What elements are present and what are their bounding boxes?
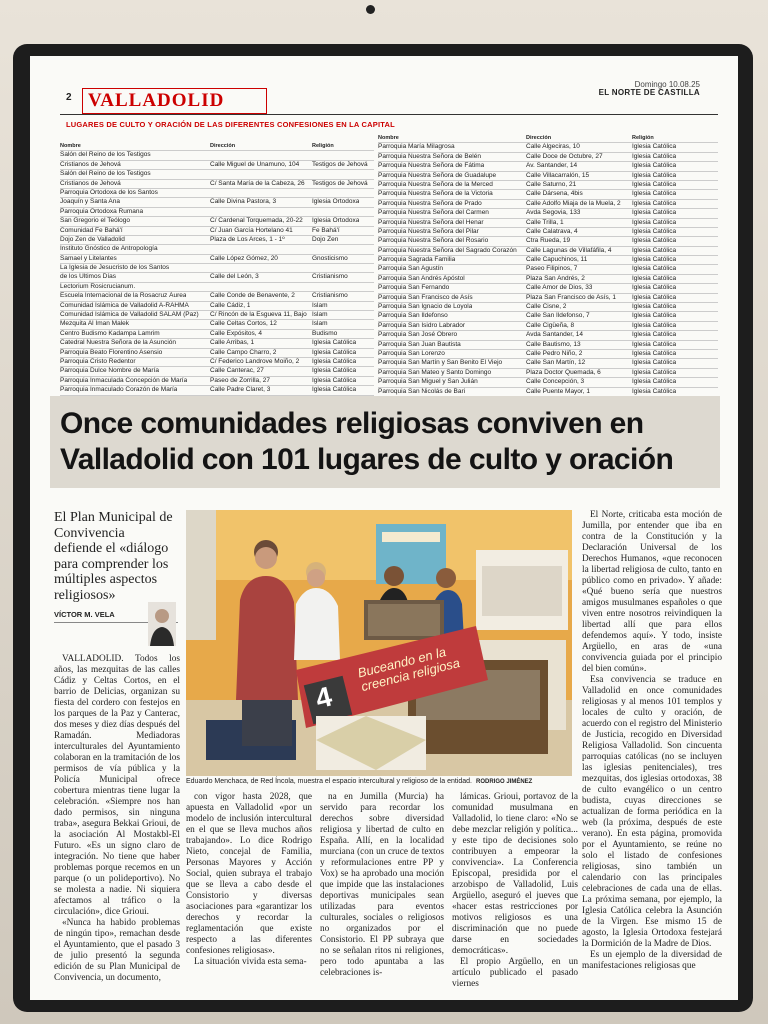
table-cell: Parroquia Beato Florentino Asensio [60,348,163,356]
article-column-4 [452,792,578,997]
table-cell: La Iglesia de Jesucristo de los Santos [60,264,170,272]
table-cell: Cristianos de Jehová [60,179,121,187]
table-cell: Calle Saturno, 21 [526,180,577,188]
byline: VÍCTOR M. VELA [54,610,115,619]
table-row [378,312,718,321]
table-cell: Parroquia Nuestra Señora de la Merced [378,180,493,188]
table-cell: Parroquia San Mateo y Santo Domingo [378,368,492,376]
table-cell: Calle Padre Claret, 3 [210,386,271,394]
table-cell: Calle Cádiz, 1 [210,301,251,309]
article-paragraph: VALLADOLID. Todos los años, las mezquitas de las calles Cádiz y Celtas Cortos, en el barrio de Delicias, organizan su fiesta del cordero con festejos en los parques de la Paz y Canterac, dos meses y diez días después del Ramadán. Mediadoras interculturales del Ayuntamiento colaboran en la tramitación de los permisos de vía pública y la Policía Municipal ofrece cobertura mientras tiene lugar la celebración. «Siempre nos han dado permisos, sin ninguna traba», asegura Bekkai Grioui, de la asociación Al Mostakbl-El Futuro. «Es un signo claro de integración. No tiene que haber problemas porque recemos en un parque (o un polideportivo). No se molesta a nadie. Ni siquiera afectamos al tráfico o la circulación», dice Grioui. [54,654,180,917]
table-cell: Calle Divina Pastora, 3 [210,198,277,206]
table-cell: Paseo Filipinos, 7 [526,265,578,273]
table-cell: C/ Santa María de la Cabeza, 26 [210,179,305,187]
table-cell: Parroquia Nuestra Señora del Sagrado Corazón [378,246,517,254]
table-cell: Parroquia San Francisco de Asís [378,293,473,301]
table-row [378,294,718,303]
table-row [378,350,718,359]
table-cell: Cristianismo [312,273,348,281]
table-cell: Calle Cigüeña, 8 [526,321,575,329]
table-cell: Iglesia Católica [312,348,357,356]
table-cell: de los Últimos Días [60,273,116,281]
table-cell: Iglesia Católica [312,376,357,384]
table-row [378,322,718,331]
table-cell: Parroquia San Agustín [378,265,444,273]
table-cell: Cristianos de Jehová [60,160,121,168]
table-cell: Iglesia Católica [632,199,677,207]
table-cell: Comunidad Fe Bahá'í [60,226,123,234]
table-cell: Calle Capuchinos, 11 [526,256,588,264]
article-headline: Once comunidades religiosas conviven en Valladolid con 101 lugares de culto y oración [50,396,720,488]
table-cell: Iglesia Católica [632,162,677,170]
table-row [378,181,718,190]
table-cell: Calle Arribas, 1 [210,339,255,347]
table-row [60,302,374,311]
page-number: 2 [66,92,72,103]
table-row [60,161,374,170]
table-cell: Iglesia Católica [632,227,677,235]
article-paragraph: El Norte, criticaba esta moción de Jumilla, por entender que iba en contra de la Constitución y la Declaración Universal de los Derechos Humanos, «que reconocen la libertad religiosa de culto, tanto en público como en privado». Y añade: «Qué bueno sería que nuestros amigos musulmanes españoles o que viven entre nosotros reivindiquen la libertad allí que para ellos defendemos aquí». Y todo, insiste Argüello, en aras de «una convivencia guiada por el principio del bien común». [582,510,722,674]
table-header-row [378,134,718,143]
table-cell: Calle San Ildefonso, 7 [526,312,590,320]
table-row [60,349,374,358]
table-row [378,143,718,152]
table-header-cell: Dirección [210,143,236,149]
table-cell: Parroquia Nuestra Señora del Rosario [378,237,489,245]
table-cell: C/ Cardenal Torquemada, 20-22 [210,217,303,225]
table-cell: Iglesia Católica [632,387,677,395]
table-cell: Iglesia Católica [632,274,677,282]
table-cell: Testigos de Jehová [312,160,368,168]
newspaper-name: EL NORTE DE CASTILLA [598,88,700,97]
table-row [378,359,718,368]
page-date: Domingo 10.08.25 [634,80,700,89]
table-cell: Calle San Martín, 12 [526,359,586,367]
table-row [60,151,374,160]
table-cell: Parroquia Ortodoxa Rumana [60,207,144,215]
table-cell: Centro Budismo Kadampa Lamrim [60,329,160,337]
table-header-cell: Nombre [60,143,81,149]
table-row [378,303,718,312]
table-cell: Calle Cisne, 2 [526,303,567,311]
table-row [378,237,718,246]
table-row [60,198,374,207]
table-cell: Mezquita Al Iman Malek [60,320,130,328]
table-cell: Calle Lagunas de Villafáfila, 4 [526,246,612,254]
article-column-3 [320,792,444,997]
table-cell: Dojo Zen de Valladolid [60,235,125,243]
table-cell: Calle Algeciras, 10 [526,143,580,151]
table-cell: Paseo de Zorrilla, 27 [210,376,270,384]
table-cell: Av. Santander, 14 [526,162,578,170]
table-row [60,339,374,348]
table-cell: Plaza San Andrés, 2 [526,274,585,282]
table-cell: Iglesia Católica [632,312,677,320]
table-cell: Calle López Gómez, 20 [210,254,278,262]
table-row [378,228,718,237]
table-cell: Testigos de Jehová [312,179,368,187]
table-cell: Joaquín y Santa Ana [60,198,120,206]
author-portrait [148,602,176,646]
header-rule [60,114,718,115]
table-cell: Iglesia Católica [632,190,677,198]
article-paragraph: «Nunca ha habido problemas de ningún tipo», remachan desde el Ayuntamiento, que el pasado 3 de julio presentó la segunda edición de su Plan Municipal de Convivencia, un documento, [54,918,180,983]
table-cell: Iglesia Ortodoxa [312,217,360,225]
table-cell: Iglesia Católica [632,218,677,226]
table-cell: Salón del Reino de los Testigos [60,170,151,178]
article-column-2 [186,792,312,997]
table-row [378,341,718,350]
table-cell: Calle Amor de Dios, 33 [526,284,593,292]
table-cell: Calle Calatrava, 4 [526,227,578,235]
table-cell: San Gregorio el Teólogo [60,217,130,225]
table-cell: Iglesia Católica [632,246,677,254]
table-cell: Parroquia Nuestra Señora de Fátima [378,162,485,170]
table-row [378,190,718,199]
table-cell: Calle Pedro Niño, 2 [526,349,583,357]
article-paragraph: lámicas. Grioui, portavoz de la comunidad musulmana en Valladolid, lo tiene claro: «No se debe mezclar religión y política... y este tipo de decisiones solo contribuyen a empeorar la convivencia». La Conferencia Episcopal, presidida por el arzobispo de Valladolid, Luis Argüello, aseguró el jueves que «hacer estas restricciones por motivos religiosos es una discriminación que no puede darse en sociedades democráticas». [452,792,578,956]
table-cell: Calle Trilla, 1 [526,218,564,226]
table-cell: Iglesia Católica [632,368,677,376]
table-row [60,358,374,367]
table-cell: Iglesia Católica [632,256,677,264]
table-header-cell: Religión [312,143,334,149]
table-cell: Parroquia Nuestra Señora de la Victoria [378,190,493,198]
table-cell: Islam [312,311,328,319]
table-cell: Calle Puente Mayor, 1 [526,387,590,395]
table-cell: Iglesia Católica [632,143,677,151]
table-cell: Avda Segovia, 133 [526,209,581,217]
table-cell: Calle Villacarralón, 15 [526,171,590,179]
table-row [60,227,374,236]
article-paragraph: El propio Argüello, en un artículo publicado el pasado viernes [452,957,578,989]
table-cell: C/ Federico Landrove Moiño, 2 [210,357,300,365]
table-cell: Lectorium Rosicrucianum. [60,282,136,290]
table-cell: Parroquia San Lorenzo [378,349,445,357]
table-cell: Calle Doce de Octubre, 27 [526,152,603,160]
table-cell: Plaza de Los Arces, 1 - 1º [210,235,285,243]
article-photo [186,510,572,776]
table-cell: C/ Juan García Hortelano 41 [210,226,293,234]
table-row [60,273,374,282]
article-column-1 [54,654,180,994]
table-cell: Iglesia Católica [632,349,677,357]
table-cell: Parroquia San Ignacio de Loyola [378,303,473,311]
table-cell: Calle Celtas Cortos, 12 [210,320,277,328]
table-cell: Calle Adolfo Miaja de la Muela, 2 [526,199,621,207]
table-cell: Iglesia Católica [632,265,677,273]
table-cell: Calle Conde de Benavente, 2 [210,292,295,300]
table-cell: Comunidad Islámica de Valladolid A-RAHMA [60,301,189,309]
table-cell: Parroquia San José Obrero [378,331,458,339]
worship-table-left [60,142,374,405]
table-cell: Parroquia Sagrada Familia [378,256,456,264]
table-cell: Parroquia Nuestra Señora de Prado [378,199,482,207]
table-cell: Iglesia Católica [632,284,677,292]
table-row [378,284,718,293]
table-row [60,330,374,339]
table-cell: Parroquia Dulce Nombre de María [60,367,159,375]
table-cell: Budismo [312,329,338,337]
table-cell: Iglesia Católica [312,386,357,394]
table-cell: Parroquia San Fernando [378,284,450,292]
table-row [60,264,374,273]
table-row [60,320,374,329]
table-cell: Iglesia Católica [312,339,357,347]
table-cell: Calle Miguel de Unamuno, 104 [210,160,300,168]
table-cell: Avda Santander, 14 [526,331,583,339]
table-row [60,189,374,198]
table-cell: Parroquia Inmaculada Concepción de María [60,376,188,384]
table-cell: Iglesia Católica [632,303,677,311]
table-row [60,217,374,226]
table-row [378,275,718,284]
table-cell: Iglesia Católica [632,152,677,160]
table-cell: Parroquia Inmaculado Corazón de María [60,386,178,394]
article-paragraph: con vigor hasta 2028, que apuesta en Valladolid «por un modelo de inclusión intercultural en el que se lleva muchos años trabajando». Lo dice Rodrigo Nieto, concejal de Familia, Personas Mayores y Acción Social, quien subraya el trabajo que se lleva a cabo desde el Consistorio y diversas asociaciones para «garantizar los derechos y recordar la reglamentación que existe respecto a las diferentes confesiones religiosas». [186,792,312,956]
table-cell: Iglesia Católica [632,321,677,329]
table-cell: Iglesia Católica [632,293,677,301]
table-title: LUGARES DE CULTO Y ORACIÓN DE LAS DIFERENTES CONFESIONES EN LA CAPITAL [66,120,395,129]
photo-caption [186,778,576,785]
table-row [378,172,718,181]
table-cell: Parroquia Nuestra Señora del Henar [378,218,484,226]
table-row [60,245,374,254]
article-paragraph: Esa convivencia se traduce en Valladolid en once comunidades religiosas y al menos 101 templos y locales de culto y oración, de acuerdo con el registro del Ministerio de Justicia, recogido en Diversidad Religiosa Valladolid. Son cincuenta parroquias católicas (no se incluyen las iglesias penitenciales), tres mezquitas, dos iglesias ortodoxas, 38 de culto evangélico o un centro budista, cuyas direcciones se actualizan de forma periódica en la web (la próxima, después de este verano). En esta página, promovida por el Ayuntamiento, se reúne no solo el listado de confesiones religiosas, sino también un calendario con las principales celebraciones de cada una de ellas. La próxima semana, por ejemplo, la Iglesia Católica celebra la Asunción de la Virgen. Ese mismo 15 de agosto, la Iglesia Ortodoxa festejará la Dormición de la Madre de Dios. [582,675,722,949]
table-row [378,378,718,387]
table-row [60,377,374,386]
table-cell: Parroquia Nuestra Señora de Belén [378,152,481,160]
worship-table-right [378,134,718,397]
table-row [60,292,374,301]
table-cell: Parroquia San Miguel y San Julián [378,378,478,386]
article-column-5 [582,510,722,998]
table-cell: Iglesia Católica [312,357,357,365]
table-row [378,162,718,171]
table-cell: Gnosticismo [312,254,348,262]
table-row [60,208,374,217]
front-camera [366,5,375,14]
table-row [60,367,374,376]
table-cell: Calle del León, 3 [210,273,259,281]
table-row [378,153,718,162]
table-cell: Parroquia Nuestra Señora del Carmen [378,209,489,217]
table-header-cell: Religión [632,135,654,141]
table-cell: Samael y Litelantes [60,254,117,262]
table-row [60,170,374,179]
table-cell: Dojo Zen [312,235,339,243]
table-row [378,369,718,378]
table-cell: Iglesia Católica [632,340,677,348]
table-cell: Parroquia San Martín y San Benito El Viejo [378,359,503,367]
table-row [60,311,374,320]
section-title: VALLADOLID [88,90,225,111]
table-cell: Catedral Nuestra Señora de la Asunción [60,339,176,347]
table-cell: Calle Dársena, 4bis [526,190,583,198]
table-cell: Plaza Doctor Quemada, 6 [526,368,601,376]
table-cell: Islam [312,320,328,328]
table-cell: Iglesia Católica [632,359,677,367]
table-row [60,236,374,245]
article-paragraph: na en Jumilla (Murcia) ha servido para recordar los derechos sobre diversidad religiosa y libertad de culto en España. Allí, en la localidad murciana (con un cruce de textos y reformulaciones entre PP y Vox) se ha aprobado una moción que impide que las instalaciones deportivas municipales sean utilizadas para eventos culturales, sociales o religiosos no organizados por el Consistorio. El PP subraya que no se señalan ritos ni religiones, pero todo apuntaba a las celebraciones is- [320,792,444,978]
caption-text: Eduardo Menchaca, de Red Íncola, muestra el espacio intercultural y religioso de la entidad. [186,778,472,785]
table-row [60,180,374,189]
table-cell: Parroquia María Milagrosa [378,143,455,151]
table-cell: Calle Canterac, 27 [210,367,264,375]
table-cell: Iglesia Católica [632,209,677,217]
table-cell: Parroquia San Ildefonso [378,312,448,320]
table-cell: Iglesia Católica [312,367,357,375]
table-cell: Calle Concepción, 3 [526,378,585,386]
table-cell: Escuela Internacional de la Rosacruz Áurea [60,292,187,300]
table-cell: Ctra Rueda, 19 [526,237,571,245]
table-cell: Iglesia Ortodoxa [312,198,360,206]
table-cell: Plaza San Francisco de Asís, 1 [526,293,616,301]
table-row [378,200,718,209]
table-cell: Parroquia San Juan Bautista [378,340,461,348]
photo-credit: RODRIGO JIMÉNEZ [476,779,533,785]
table-cell: Iglesia Católica [632,171,677,179]
table-row [378,219,718,228]
table-row [378,331,718,340]
table-cell: Cristianismo [312,292,348,300]
table-cell: Iglesia Católica [632,237,677,245]
table-row [60,283,374,292]
table-cell: Instituto Gnóstico de Antropología [60,245,158,253]
table-cell: Islam [312,301,328,309]
table-cell: Parroquia San Andrés Apóstol [378,274,465,282]
table-cell: Calle Campo Charro, 2 [210,348,277,356]
table-cell: C/ Rincón de la Esgueva 11, Bajo [210,311,307,319]
table-cell: Parroquia Ortodoxa de los Santos [60,188,158,196]
table-cell: Parroquia San Nicolás de Bari [378,387,466,395]
table-cell: Parroquia Nuestra Señora de Guadalupe [378,171,497,179]
table-cell: Salón del Reino de los Testigos [60,151,151,159]
table-cell: Parroquia San Isidro Labrador [378,321,466,329]
table-row [378,209,718,218]
table-cell: Iglesia Católica [632,331,677,339]
article-paragraph: La situación vivida esta sema- [194,957,307,967]
table-header-cell: Dirección [526,135,552,141]
table-cell: Parroquia Cristo Redentor [60,357,136,365]
table-cell: Iglesia Católica [632,180,677,188]
article-deck: El Plan Municipal de Convivencia defiende el «diálogo para comprender los múltiples aspectos religiosos» [54,510,173,603]
table-cell: Parroquia Nuestra Señora del Pilar [378,227,479,235]
table-row [378,247,718,256]
table-row [378,256,718,265]
newspaper-page[interactable] [30,56,738,1000]
table-row [378,265,718,274]
table-row [60,386,374,395]
table-header-cell: Nombre [378,135,399,141]
table-row [60,255,374,264]
photo-sign-number: 4 [312,680,335,715]
table-cell: Calle Expósitos, 4 [210,329,263,337]
table-cell: Fe Bahá'í [312,226,340,234]
table-cell: Comunidad Islámica de Valladolid SALAM (Paz) [60,311,199,319]
table-cell: Iglesia Católica [632,378,677,386]
article-paragraph: Es un ejemplo de la diversidad de manifestaciones religiosas que [582,950,722,971]
table-header-row [60,142,374,151]
photo-sign-text: Buceando en la creencia religiosa [356,644,462,695]
table-cell: Calle Bautismo, 13 [526,340,581,348]
